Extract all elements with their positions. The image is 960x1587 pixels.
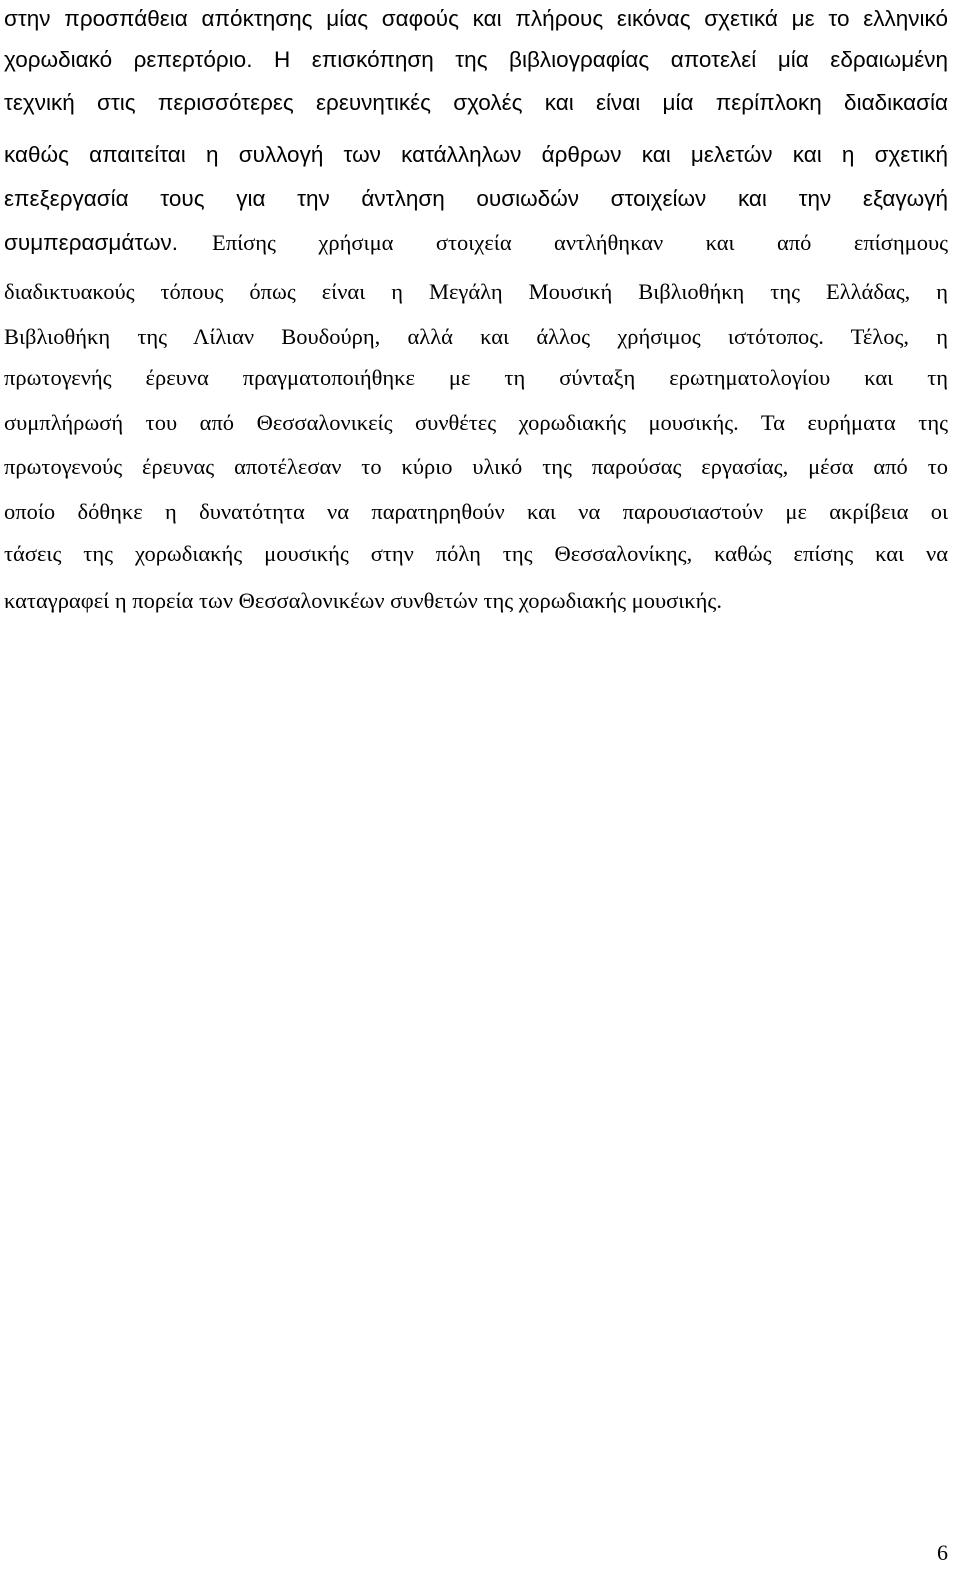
text-line-8: Βιβλιοθήκη της Λίλιαν Βουδούρη, αλλά και άλλος χρήσιμος ιστότοπος. Τέλος, η: [4, 324, 948, 349]
text-line-11: πρωτογενούς έρευνας αποτέλεσαν το κύριο υλικό της παρούσας εργασίας, μέσα από το: [4, 454, 948, 479]
text-line-5: επεξεργασία τους για την άντληση ουσιωδών στοιχείων και την εξαγωγή: [4, 186, 948, 211]
text-line-7: διαδικτυακούς τόπους όπως είναι η Μεγάλη Μουσική Βιβλιοθήκη της Ελλάδας, η: [4, 279, 948, 304]
page-number: 6: [937, 1540, 948, 1565]
text-line-2: χορωδιακό ρεπερτόριο. Η επισκόπηση της βιβλιογραφίας αποτελεί μία εδραιωμένη: [4, 47, 948, 72]
text-line-6b: Επίσης χρήσιμα στοιχεία αντλήθηκαν και από επίσημους: [212, 230, 948, 255]
text-line-9: πρωτογενής έρευνα πραγματοποιήθηκε με τη σύνταξη ερωτηματολογίου και τη: [4, 365, 948, 390]
text-line-6a: συμπερασμάτων.: [4, 230, 179, 255]
text-line-10: συμπλήρωσή του από Θεσσαλονικείς συνθέτες χορωδιακής μουσικής. Τα ευρήματα της: [4, 410, 948, 435]
text-line-14: καταγραφεί η πορεία των Θεσσαλονικέων συνθετών της χορωδιακής μουσικής.: [4, 588, 722, 613]
text-line-3: τεχνική στις περισσότερες ερευνητικές σχολές και είναι μία περίπλοκη διαδικασία: [4, 90, 948, 115]
text-line-1: στην προσπάθεια απόκτησης μίας σαφούς και πλήρους εικόνας σχετικά με το ελληνικό: [4, 6, 948, 31]
text-line-13: τάσεις της χορωδιακής μουσικής στην πόλη της Θεσσαλονίκης, καθώς επίσης και να: [4, 541, 948, 566]
text-line-12: οποίο δόθηκε η δυνατότητα να παρατηρηθούν και να παρουσιαστούν με ακρίβεια οι: [4, 499, 948, 524]
text-line-4: καθώς απαιτείται η συλλογή των κατάλληλων άρθρων και μελετών και η σχετική: [4, 142, 948, 167]
